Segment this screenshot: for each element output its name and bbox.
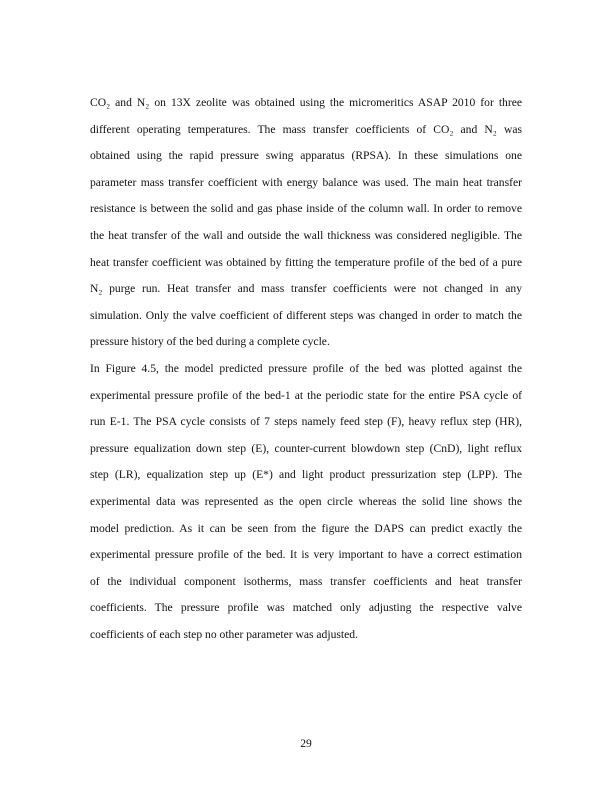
text-line: simulation. Only the valve coefficient of different steps was changed in order to match the [90,308,522,322]
text-line: step (LR), equalization step up (E*) and light product pressurization step (LPP). The [90,468,522,482]
text-line: N₂ purge run. Heat transfer and mass transfer coefficients were not changed in any [90,282,522,296]
text-line: model prediction. As it can be seen from the figure the DAPS can predict exactly the [90,521,522,535]
text-line: heat transfer coefficient was obtained by fitting the temperature profile of the bed of a pure [90,255,522,269]
text-line: experimental pressure profile of the bed-1 at the periodic state for the entire PSA cycle of [90,388,522,402]
text-line: pressure history of the bed during a complete cycle. [90,335,330,349]
paragraph-isotherms [90,90,522,356]
text-line: resistance is between the solid and gas phase inside of the column wall. In order to remove [90,202,522,216]
text-line: coefficients of each step no other parameter was adjusted. [90,627,358,641]
text-line: pressure equalization down step (E), counter-current blowdown step (CnD), light reflux [90,441,522,455]
text-line: different operating temperatures. The mass transfer coefficients of CO₂ and N₂ was [90,122,522,136]
text-line: In Figure 4.5, the model predicted pressure profile of the bed was plotted against the [90,361,522,375]
paragraph-figure-4-5 [90,356,522,649]
body-text [90,90,522,648]
text-line: coefficients. The pressure profile was matched only adjusting the respective valve [90,601,522,615]
text-line: the heat transfer of the wall and outside the wall thickness was considered negligible. The [90,228,522,242]
text-line: of the individual component isotherms, mass transfer coefficients and heat transfer [90,574,522,588]
text-line: parameter mass transfer coefficient with energy balance was used. The main heat transfer [90,175,522,189]
text-line: experimental data was represented as the open circle whereas the solid line shows the [90,494,522,508]
text-line: run E-1. The PSA cycle consists of 7 steps namely feed step (F), heavy reflux step (HR), [90,415,522,429]
text-line: obtained using the rapid pressure swing apparatus (RPSA). In these simulations one [90,149,522,163]
text-line: CO₂ and N₂ on 13X zeolite was obtained using the micromeritics ASAP 2010 for three [90,96,522,109]
page-number: 29 [300,737,312,750]
text-line: experimental pressure profile of the bed. It is very important to have a correct estimation [90,548,522,562]
